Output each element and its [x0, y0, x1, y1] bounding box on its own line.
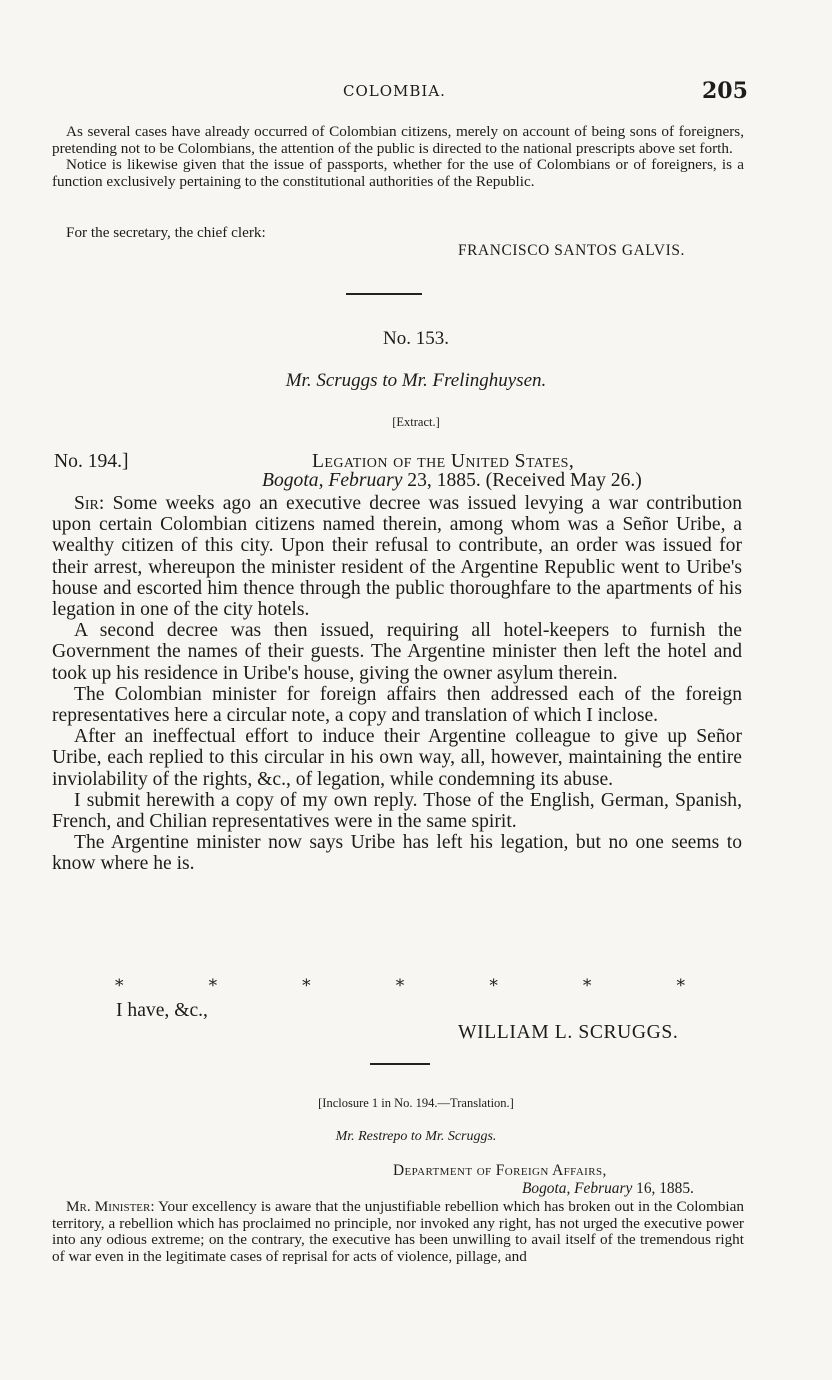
dispatch-paragraph-1 [52, 493, 742, 620]
star: * [302, 976, 311, 996]
dispatch-dateline [262, 470, 642, 492]
dispatch-date-place: Bogota, February [262, 470, 403, 491]
inclosure-note: [Inclosure 1 in No. 194.—Translation.] [318, 1096, 514, 1110]
running-title: COLOMBIA. [343, 82, 446, 100]
star: * [582, 976, 592, 996]
inclosure-paragraph [52, 1199, 744, 1265]
section-divider [346, 293, 422, 295]
inclosure-paragraph-text: Your excellency is aware that the unjustifiable rebellion which has broken out in the Colombian territory, a rebellion which has proclaimed no principle, nor invoked any right, has not urged the executive power into any odious extreme; on the contrary, the executive has been unwilling to avail itself of the tremendous right of war even in the legitimate cases of reprisal for acts of violence, pillage, and [52, 1198, 744, 1265]
prelim-signature: FRANCISCO SANTOS GALVIS. [458, 242, 685, 259]
prelim-closing: For the secretary, the chief clerk: [66, 224, 266, 241]
extract-note: [Extract.] [392, 415, 440, 429]
inclosure-date-place: Bogota, February [522, 1180, 633, 1197]
dispatch-paragraph-5: I submit herewith a copy of my own reply. Those of the English, German, Spanish, French, and Chilian representatives were in the same spirit. [52, 789, 742, 833]
department-heading: Department of Foreign Affairs, [393, 1162, 607, 1179]
dispatch-paragraph-1-text: Some weeks ago an executive decree was issued levying a war contribution upon certain Colombian citizens named therein, among whom was a Señor Uribe, a wealthy citizen of this city. Upon their refusal to contribute, an order was issued for their arrest, whereupon the minister resident of the Argentine Republic went to Uribe's house and escorted him thence through the public thoroughfare to the apartments of his legation in one of the city hotels. [52, 493, 743, 621]
dispatch-signature: WILLIAM L. SCRUGGS. [458, 1022, 679, 1043]
preliminary-text [52, 124, 744, 190]
document-title: Mr. Scruggs to Mr. Frelinghuysen. [285, 370, 547, 391]
dispatch-number: No. 194.] [54, 451, 129, 472]
star: * [208, 976, 218, 996]
star: * [676, 976, 685, 996]
section-divider [370, 1063, 430, 1065]
prelim-paragraph-2: Notice is likewise given that the issue of passports, whether for the use of Colombians or of foreigners, is a function exclusively pertaining to the constitutional authorities of the Republic. [52, 156, 744, 190]
inclosure-body [52, 1199, 744, 1265]
prelim-paragraph-1: As several cases have already occurred of Colombian citizens, merely on account of being sons of foreigners, pretending not to be Colombians, the attention of the public is directed to the national prescripts above set forth. [52, 123, 744, 157]
dispatch-body [52, 493, 742, 875]
salutation: Sir: [74, 493, 105, 514]
legation-heading: Legation of the United States, [312, 451, 575, 472]
dispatch-paragraph-6: The Argentine minister now says Uribe has left his legation, but no one seems to know where he is. [52, 832, 742, 875]
star: * [115, 976, 124, 996]
dispatch-date-rest: 23, 1885. (Received May 26.) [402, 470, 642, 491]
dispatch-paragraph-3: The Colombian minister for foreign affairs then addressed each of the foreign representatives here a circular note, a copy and translation of which I inclose. [52, 683, 742, 727]
dispatch-paragraph-4: After an ineffectual effort to induce their Argentine colleague to give up Señor Uribe, each replied to this circular in his own way, all, however, maintaining the entire inviolability of the rights, &c., of legation, while condemning its abuse. [52, 726, 742, 790]
page-number: 205 [702, 78, 748, 104]
inclosure-date-rest: 16, 1885. [632, 1180, 694, 1197]
document-number: No. 153. [383, 328, 449, 349]
star: * [489, 976, 498, 996]
inclosure-title: Mr. Restrepo to Mr. Scruggs. [335, 1129, 497, 1144]
inclosure-dateline [522, 1180, 694, 1198]
dispatch-paragraph-2: A second decree was then issued, requiring all hotel-keepers to furnish the Government the names of their guests. The Argentine minister then left the hotel and took up his residence in Uribe's house, giving the owner asylum therein. [52, 620, 742, 684]
inclosure-salutation: Mr. Minister: [66, 1198, 155, 1215]
ellipsis-stars [115, 976, 685, 996]
running-head [0, 78, 832, 104]
star: * [395, 976, 405, 996]
dispatch-closing: I have, &c., [116, 1000, 208, 1021]
